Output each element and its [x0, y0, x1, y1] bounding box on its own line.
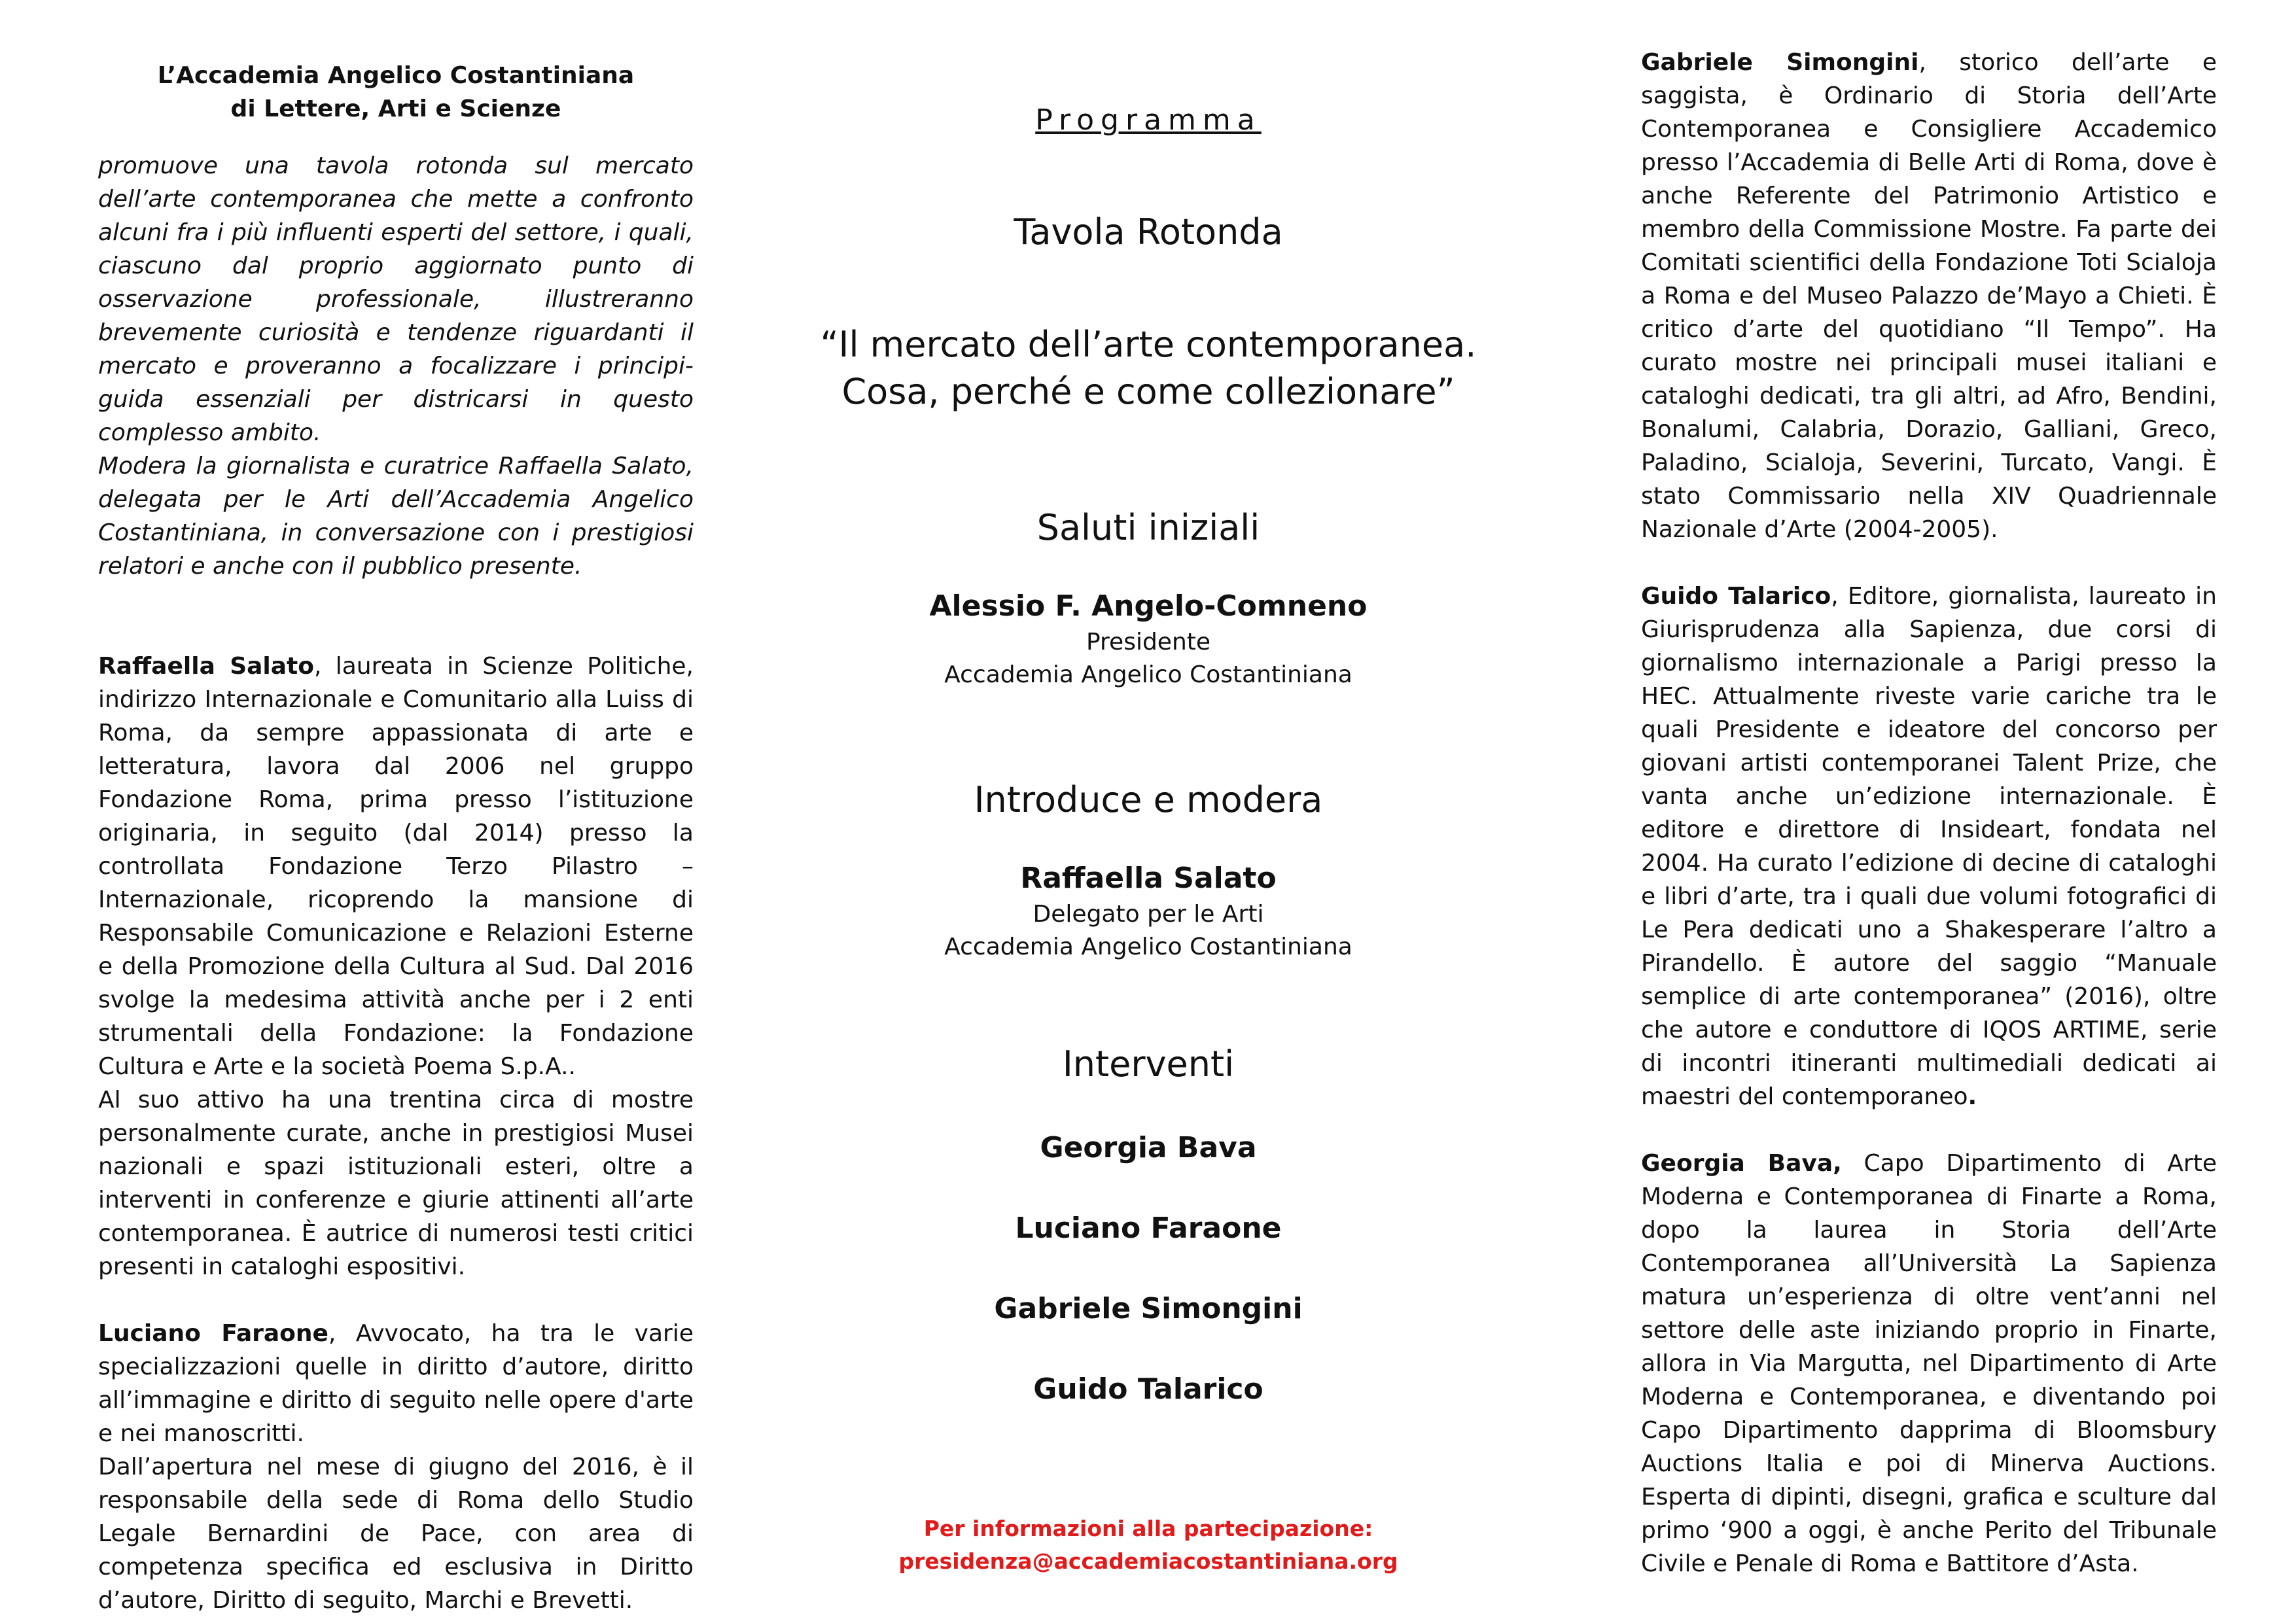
academy-name: L’Accademia Angelico Costantiniana [157, 62, 635, 89]
saluti-heading: Saluti iniziali [1036, 507, 1260, 548]
bio-faraone [98, 1317, 694, 1450]
info-block [788, 1512, 1508, 1578]
info-email[interactable]: presidenza@accademiacostantiniana.org [898, 1548, 1398, 1574]
bio-talarico [1641, 580, 2217, 1113]
speaker: Georgia Bava [1040, 1131, 1257, 1164]
bio-simongini [1641, 46, 2217, 546]
bio-name: Guido Talarico [1641, 583, 1831, 610]
bio-name: Raffaella Salato [98, 653, 314, 680]
speaker: Guido Talarico [1033, 1372, 1263, 1406]
bio-name: Georgia Bava, [1641, 1150, 1842, 1177]
academy-subtitle: di Lettere, Arti e Scienze [230, 96, 561, 122]
academy-header [98, 59, 694, 126]
bio-name: Gabriele Simongini [1641, 49, 1919, 76]
info-label: Per informazioni alla partecipazione: [923, 1516, 1373, 1541]
programma-label: Programma [1035, 103, 1262, 137]
bio-text: Capo Dipartimento di Arte Moderna e Contemporanea di Finarte a Roma, dopo la laurea in Storia dell’Arte Contemporanea all’Università La Sapienza matura un’esperienza di oltre vent’anni nel settore delle aste iniziando proprio in Finarte, allora in Via Margutta, nel Dipartimento di Arte Moderna e Contemporanea, e diventando poi Capo Dipartimento dapprima di Bloomsbury Auctions Italia e poi di Minerva Auctions. Esperta di dipinti, disegni, grafica e sculture dal primo ‘900 a oggi, è anche Perito del Tribunale Civile e Penale di Roma e Battitore d’Asta. [1641, 1150, 2217, 1577]
bio-bava [1641, 1147, 2217, 1580]
event-theme-line: “Il mercato dell’arte contemporanea. [820, 324, 1477, 365]
introduce-organization: Accademia Angelico Costantiniana [944, 934, 1352, 960]
speaker: Luciano Faraone [1015, 1212, 1282, 1245]
interventi-heading: Interventi [1062, 1043, 1235, 1085]
bio-text: , storico dell’arte e saggista, è Ordinario di Storia dell’Arte Contemporanea e Consigliere Accademico presso l’Accademia di Belle Arti di Roma, dove è anche Referente del Patrimonio Artistico e membro della Commissione Mostre. Fa parte dei Comitati scientifici della Fondazione Toti Scialoja a Roma e del Museo Palazzo de’Mayo a Chieti. È critico d’arte del quotidiano “Il Tempo”. Ha curato mostre nei principali musei italiani e cataloghi dedicati, tra gli altri, ad Afro, Bendini, Bonalumi, Calabria, Dorazio, Galliani, Greco, Paladino, Scialoja, Severini, Turcato, Vangi. È stato Commissario nella XIV Quadriennale Nazionale d’Arte (2004-2005). [1641, 49, 2217, 543]
saluti-organization: Accademia Angelico Costantiniana [944, 661, 1352, 688]
bio-text: , Avvocato, ha tra le varie specializzazioni quelle in diritto d’autore, diritto all’immagine e diritto di seguito nelle opere d'arte e nei manoscritti. [98, 1320, 694, 1447]
bio-text: , Editore, giornalista, laureato in Giurisprudenza alla Sapienza, due corsi di giornalismo internazionale a Parigi presso la HEC. Attualmente riveste varie cariche tra le quali Presidente e ideatore del concorso per giovani artisti contemporanei Talent Prize, che vanta anche un’edizione internazionale. È editore e direttore di Insideart, fondata nel 2004. Ha curato l’edizione di decine di cataloghi e libri d’arte, tra i quali due volumi fotografici di Le Pera dedicati uno a Shakesperare l’altro a Pirandello. È autore del saggio “Manuale semplice di arte contemporanea” (2016), oltre che autore e conduttore di IQOS ARTIME, serie di incontri itineranti multimediali dedicati ai maestri del contemporaneo [1641, 583, 2217, 1110]
right-column [1641, 0, 2217, 1623]
speaker: Gabriele Simongini [994, 1292, 1303, 1325]
bio-faraone-continued: Dall’apertura nel mese di giugno del 2016, è il responsabile della sede di Roma dello Studio Legale Bernardini de Pace, con area di competenza specifica ed esclusiva in Diritto d’autore, Diritto di seguito, Marchi e Brevetti. [98, 1454, 694, 1614]
saluti-role: Presidente [1086, 629, 1211, 655]
left-column [98, 0, 694, 1623]
bio-period: . [1968, 1083, 1977, 1110]
program-column [788, 0, 1508, 1623]
event-theme-line: Cosa, perché e come collezionare” [841, 371, 1455, 412]
introduce-heading: Introduce e modera [974, 779, 1323, 820]
intro-paragraph: promuove una tavola rotonda sul mercato dell’arte contemporanea che mette a confronto alcuni fra i più influenti esperti del settore, i quali, ciascuno dal proprio aggiornato punto di osservazione professionale, illustreranno brevemente curiosità e tendenze riguardanti il mercato e proveranno a focalizzare i principi-guida essenziali per districarsi in questo complesso ambito. [98, 152, 694, 446]
bio-salato [98, 650, 694, 1083]
bio-text: , laureata in Scienze Politiche, indirizzo Internazionale e Comunitario alla Luiss di Roma, da sempre appassionata di arte e letteratura, lavora dal 2006 nel gruppo Fondazione Roma, prima presso l’istituzione originaria, in seguito (dal 2014) presso la controllata Fondazione Terzo Pilastro – Internazionale, ricoprendo la mansione di Responsabile Comunicazione e Relazioni Esterne e della Promozione della Cultura al Sud. Dal 2016 svolge la medesima attività anche per i 2 enti strumentali della Fondazione: la Fondazione Cultura e Arte e la società Poema S.p.A.. [98, 653, 694, 1080]
saluti-person: Alessio F. Angelo-Comneno [929, 589, 1368, 623]
bio-salato-continued: Al suo attivo ha una trentina circa di mostre personalmente curate, anche in prestigiosi Musei nazionali e spazi istituzionali esteri, oltre a interventi in conferenze e giurie attinenti all’arte contemporanea. È autrice di numerosi testi critici presenti in cataloghi espositivi. [98, 1087, 694, 1280]
intro-text [98, 149, 694, 583]
bio-name: Luciano Faraone [98, 1320, 328, 1347]
moderator-paragraph: Modera la giornalista e curatrice Raffaella Salato, delegata per le Arti dell’Accademia Angelico Costantiniana, in conversazione con i prestigiosi relatori e anche con il pubblico presente. [98, 453, 694, 580]
event-title: Tavola Rotonda [1014, 211, 1283, 253]
introduce-role: Delegato per le Arti [1033, 901, 1264, 928]
event-theme [788, 321, 1508, 415]
introduce-person: Raffaella Salato [1020, 862, 1277, 895]
